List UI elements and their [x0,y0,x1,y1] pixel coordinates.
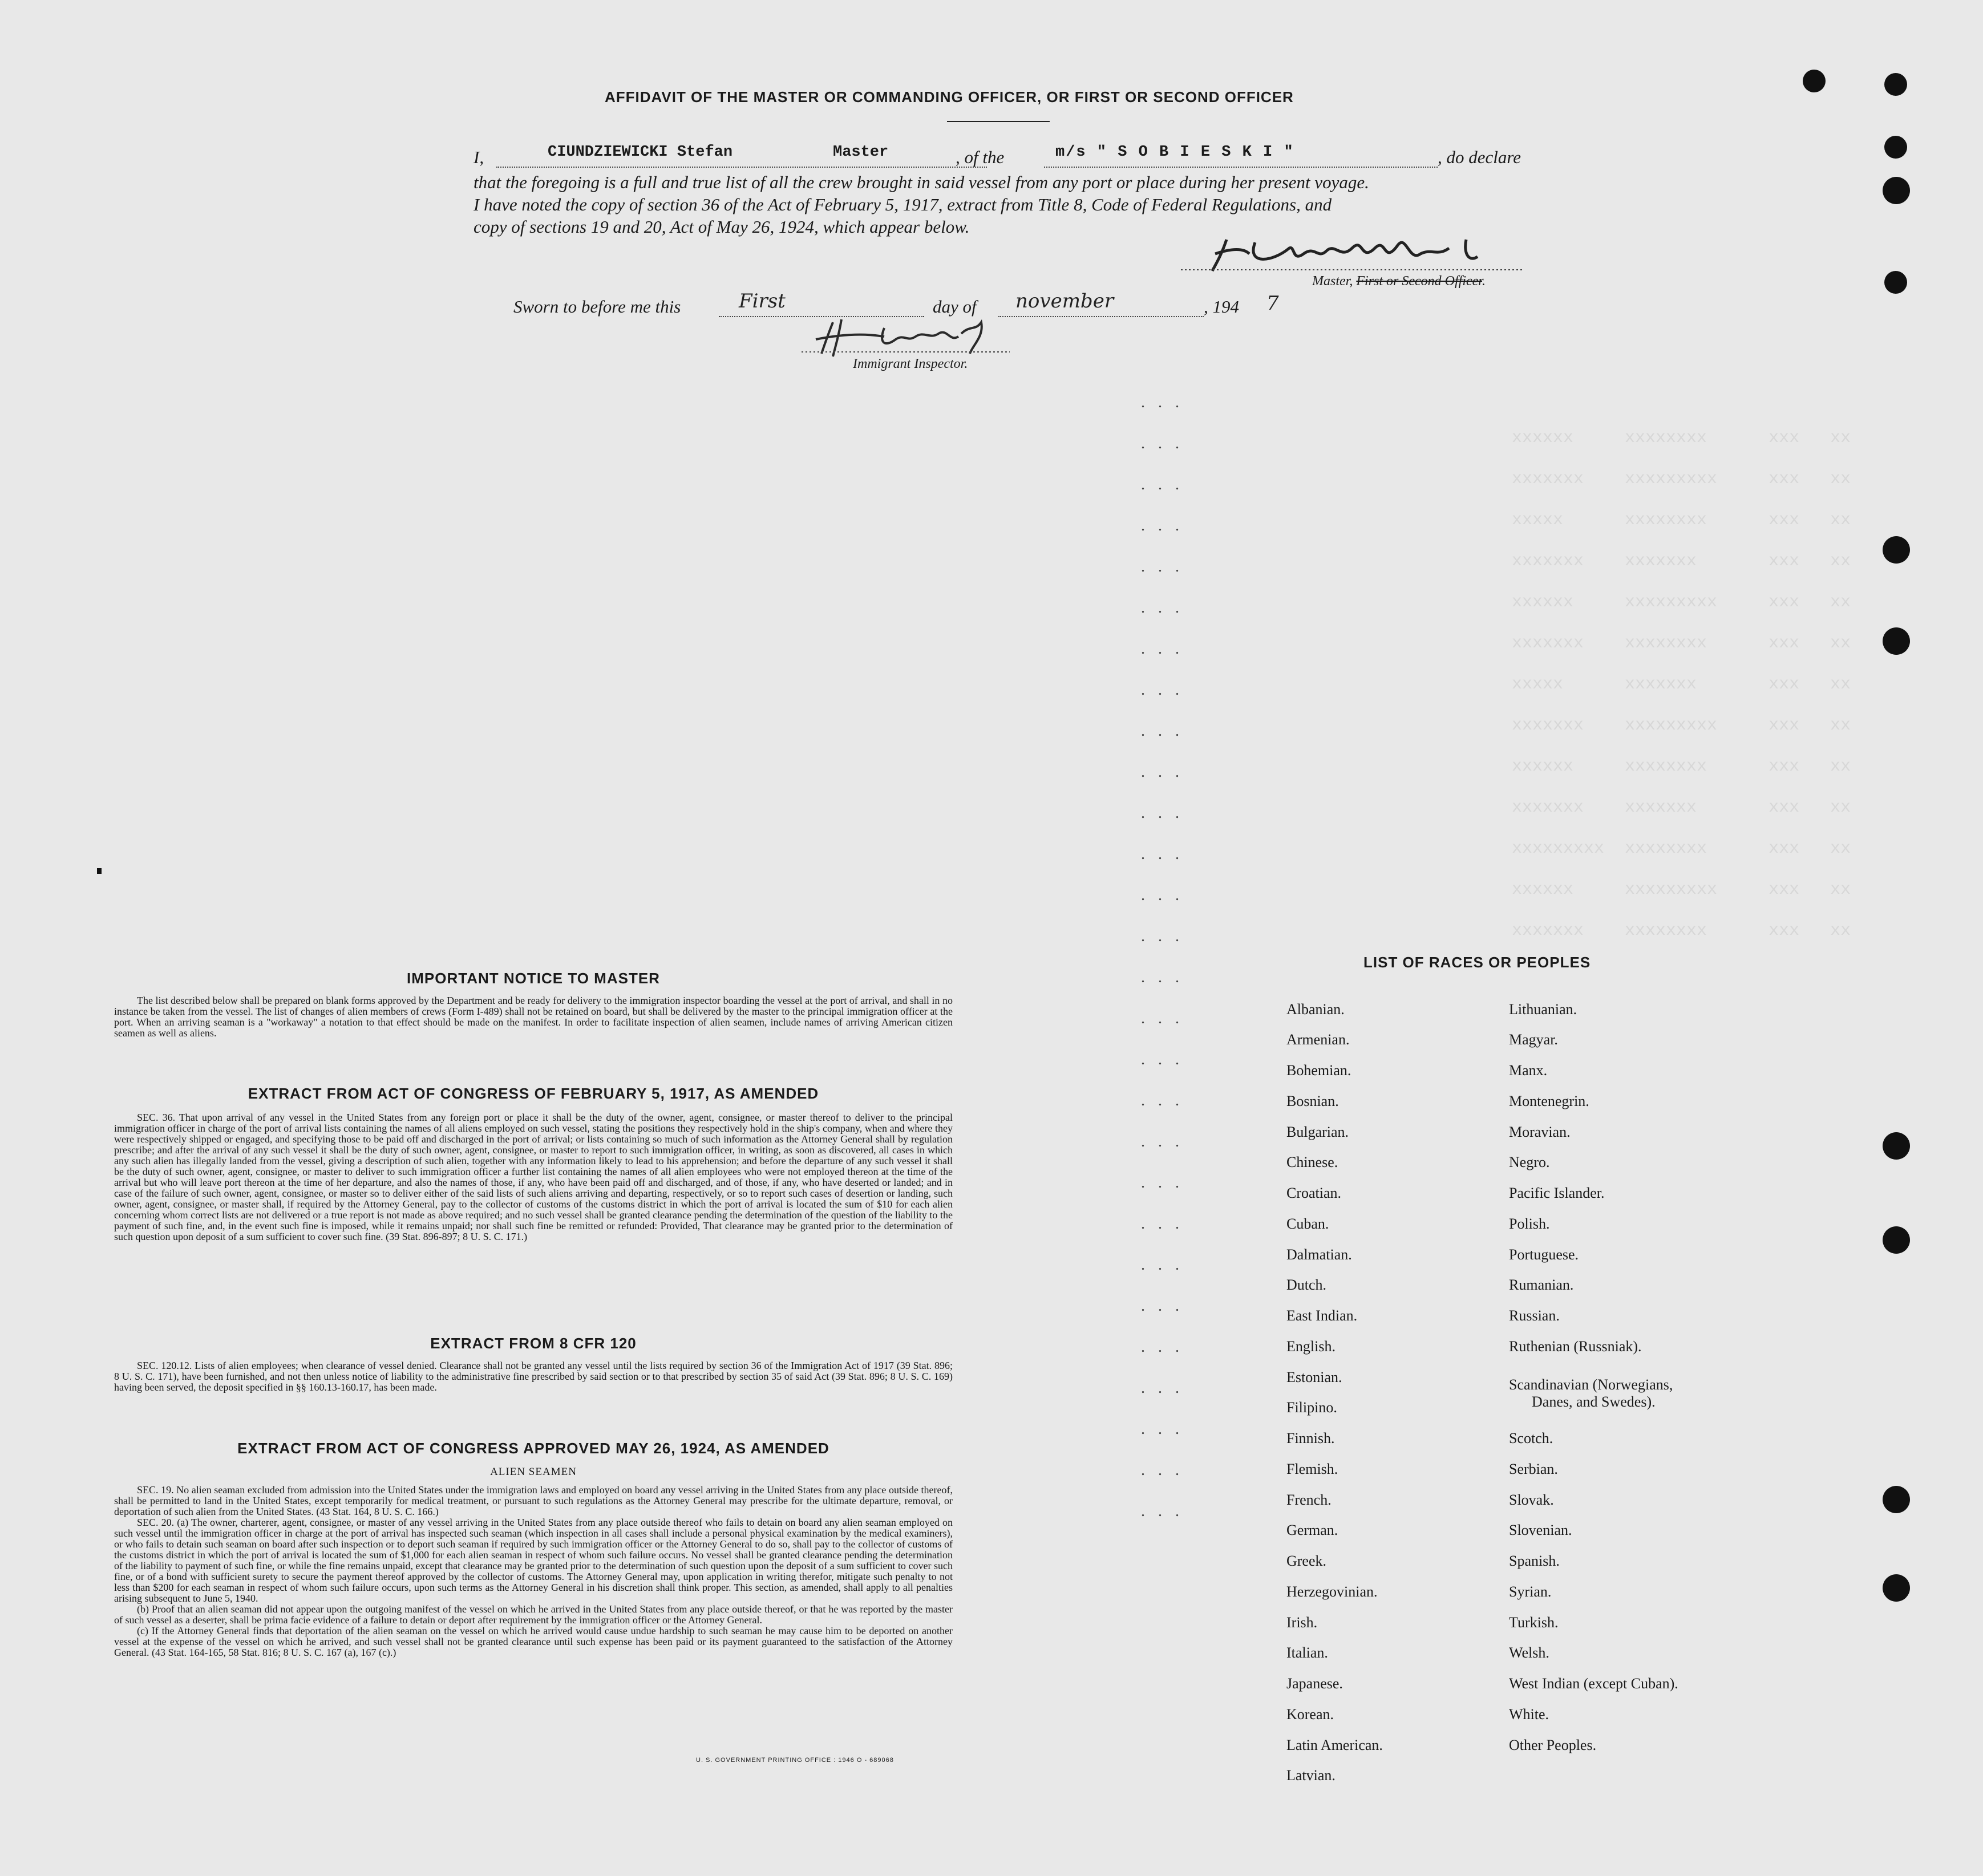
race-item: Slovenian. [1509,1522,1572,1538]
race-item: Montenegrin. [1509,1093,1589,1109]
race-item: Ruthenian (Russniak). [1509,1338,1642,1355]
race-item: Bosnian. [1286,1093,1339,1109]
race-item: Portuguese. [1509,1246,1579,1263]
race-item: Korean. [1286,1706,1334,1723]
notice-text: The list described below shall be prepared on blank forms approved by the Department and be ready for delivery to the immigration inspector boarding the vessel at the port of arrival, and shall in no instance be taken from the vessel. The list of changes of alien members of crews (Form I-489) shall not be retained on board, but shall be delivered by the master to the principal immigration officer at the port. When an arriving seaman is a "workaway" a notation to that effect should be made on the manifest. In order to facilitate inspection of alien seamen, include names of arriving American citizen seamen as well as aliens. [114,995,953,1039]
master-signature [1181,231,1529,277]
race-item: German. [1286,1522,1338,1538]
race-item: Welsh. [1509,1644,1549,1661]
race-item: Italian. [1286,1644,1328,1661]
extract-1924-title: EXTRACT FROM ACT OF CONGRESS APPROVED MAY 26, 1924, AS AMENDED [237,1440,829,1457]
race-item: French. [1286,1492,1332,1508]
master-label-suffix: . [1482,274,1486,289]
declaration-i: I, [474,147,484,167]
race-item: Albanian. [1286,1001,1345,1018]
race-item: Scandinavian (Norwegians, [1509,1376,1673,1393]
race-item: Rumanian. [1509,1277,1574,1293]
punch-hole [1883,1486,1910,1513]
extract-1924-para: SEC. 19. No alien seaman excluded from admission into the United States under the immigration laws and employed on board any vessel arriving in the United States from any place outside thereof, shall be permitted to land in the United States, except temporarily for medical treatment, or pursuant to such regulations as the Attorney General may prescribe for the ultimate departure, removal, or deportation of such alien from the United States. (43 Stat. 164, 8 U. S. C. 166.) [114,1484,953,1517]
extract-8cfr-body [114,1360,953,1393]
inspector-label: Immigrant Inspector. [853,356,968,371]
race-item: Finnish. [1286,1430,1335,1446]
extract-1924-body [114,1485,953,1658]
race-item: Moravian. [1509,1124,1571,1140]
punch-hole [1884,271,1907,294]
punch-hole [1883,1132,1910,1160]
race-item: Dalmatian. [1286,1246,1352,1263]
race-item: White. [1509,1706,1549,1723]
race-item: English. [1286,1338,1336,1355]
notice-body [114,995,953,1039]
race-item: Bohemian. [1286,1062,1351,1079]
race-item: Pacific Islander. [1509,1185,1605,1201]
race-item: Japanese. [1286,1675,1343,1692]
extract-1924-para: (c) If the Attorney General finds that deportation of the alien seaman on the vessel on which he arrived would cause undue hardship to such seaman he may cause him to be deported on another vessel at the expense of the vessel on which he arrived, and such vessel shall not be granted clearance until such expense has been paid or its payment guaranteed to the satisfaction of the Attorney General. (43 Stat. 164-165, 58 Stat. 816; 8 U. S. C. 167 (a), 167 (c).) [114,1625,953,1658]
year-prefix: , 194 [1204,297,1239,317]
punch-hole [1883,627,1910,655]
declaration-line-4: copy of sections 19 and 20, Act of May 26, 1924, which appear below. [474,217,970,237]
fill-line [1044,167,1438,168]
extract-1924-para: SEC. 20. (a) The owner, charterer, agent, consignee, or master of any vessel arriving in the United States from any place outside thereof who fails to detain on board any alien seaman employed on such vessel until the immigration officer in charge at the port of arrival has inspected such seaman (which inspection in all cases shall include a personal physical examination by the medical examiners), or who fails to detain such seaman on board after such inspection or to deport such seaman if required by such immigration officer or the Attorney General to do so, shall pay to the collector of customs of the customs district in which the port of arrival is located the sum of $1,000 for each alien seaman in respect of whom such failure occurs. No vessel shall be granted clearance pending the determination of the liability to payment of such fine, or while the fine remains unpaid, except that clearance may be granted prior to the determination of such question upon the deposit of a sum sufficient to cover such fine, or of a bond with sufficient surety to secure the payment thereof approved by the collector of customs. The Attorney General may, upon application in writing therefor, mitigate such penalty to not less than $200 for each seaman in respect of whom such failure occurs, upon such terms as the Attorney General in his discretion shall think proper. This section, as amended, shall apply to all penalties arising subsequent to June 5, 1940. [114,1517,953,1604]
master-label-prefix: Master, [1312,274,1357,289]
vessel-value: m/s " S O B I E S K I " [1055,144,1294,161]
race-item: Scotch. [1509,1430,1553,1446]
race-item: Latin American. [1286,1737,1383,1753]
sworn-prefix: Sworn to before me this [513,297,681,317]
extract-8cfr-text: SEC. 120.12. Lists of alien employees; when clearance of vessel denied. Clearance shall not be granted any vessel until the lists required by section 36 of the Immigration Act of 1917 (39 Stat. 896; 8 U. S. C. 171), have been furnished, and not then unless notice of liability to the administrative fine prescribed by said section or to that prescribed by section 35 of said Act (39 Stat. 896; 8 U. S. C. 169) having been served, the deposit specified in §§ 160.13-160.17, has been made. [114,1360,953,1393]
race-item: Croatian. [1286,1185,1342,1201]
race-item: Russian. [1509,1307,1560,1324]
stray-mark [97,868,102,874]
race-item: Syrian. [1509,1583,1552,1600]
punch-hole [1883,1574,1910,1602]
notice-title: IMPORTANT NOTICE TO MASTER [407,970,660,987]
fill-line [496,167,987,168]
race-item: Herzegovinian. [1286,1583,1378,1600]
race-item: Danes, and Swedes). [1532,1393,1656,1410]
race-item: Filipino. [1286,1399,1337,1416]
punch-hole [1884,73,1907,96]
race-item: Estonian. [1286,1369,1342,1385]
extract-1917-text: SEC. 36. That upon arrival of any vessel in the United States from any foreign port or place it shall be the duty of the owner, agent, consignee, or master thereof to deliver to the principal immigration officer in charge of the port of arrival lists containing the names of all aliens employed on such vessel, stating the positions they respectively hold in the ship's company, when and where they were respectively shipped or engaged, and specifying those to be paid off and discharged in the port of arrival; or lists containing so much of such information as the Attorney General shall by regulation prescribe; and after the arrival of any such vessel it shall be the duty of such owner, agent, consignee, or master to report to such immigration officer, in writing, as soon as discovered, all cases in which any such alien has illegally landed from the vessel, giving a description of such alien, together with any information likely to lead to his apprehension; and before the departure of any such vessel it shall be the duty of such owner, agent, consignee, or master to deliver to such immigration officer a further list containing the names of all alien employees who were not employed thereon at the time of the arrival but who will leave port thereon at the time of her departure, and also the names of those, if any, who have been paid off and discharged, and of those, if any, who have deserted or landed; and in case of the failure of such owner, agent, consignee, or master so to deliver either of the said lists of such aliens arriving and departing, respectively, or so to report such cases of desertion or landing, such owner, agent, consignee, or master shall, if required by the Attorney General, pay to the collector of customs of the customs district in which the port of arrival is located the sum of $10 for each alien concerning whom correct lists are not delivered or a true report is not made as above required; and no such vessel shall be granted clearance pending the determination of the question of the liability to the payment of such fine, and, in the event such fine is imposed, while it remains unpaid; nor shall such fine be remitted or refunded: Provided, That clearance may be granted prior to the determination of such question upon deposit of a sum sufficient to cover such fine. (39 Stat. 896-897; 8 U. S. C. 171.) [114,1112,953,1242]
day-of-text: day of [933,297,977,317]
declaration-line-2: that the foregoing is a full and true list of all the crew brought in said vessel from any port or place during her present voyage. [474,172,1369,192]
master-rank-value: Master [833,144,889,161]
title-rule [947,121,1050,122]
race-item: Slovak. [1509,1492,1554,1508]
race-item: Cuban. [1286,1215,1329,1232]
race-item: Lithuanian. [1509,1001,1577,1018]
of-the-text: , of the [956,147,1005,167]
declaration-line-3: I have noted the copy of section 36 of the Act of February 5, 1917, extract from Title 8, Code of Federal Regulations, and [474,195,1332,214]
punch-hole [1883,177,1910,204]
extract-1924-subtitle: ALIEN SEAMEN [490,1466,577,1478]
race-item: East Indian. [1286,1307,1358,1324]
extract-8cfr-title: EXTRACT FROM 8 CFR 120 [430,1335,637,1352]
bleed-through-texture: xxxxxx xxxxxxxx xxx xx xxxxxxx xxxxxxxxx xxx xx xxxxx xxxxxxxx xxx xx xxxxxxx xxxxxxx xxx xx xxxxxx xxxxxxxxx xxx xx xxxxxxx xxxxxxxx xxx xx xxxxx xxxxxxx xxx xx xxxxxxx xxxxxxxxx xxx xx xxxxxx xxxxxxxx xxx xx xxxxxxx xxxxxxx xxx xx xxxxxxxxx xxxxxxxx xxx xx xxxxxx xxxxxxxxx xxx xx xxxxxxx xxxxxxxx xxx xx [1512,428,1851,941]
extract-1917-title: EXTRACT FROM ACT OF CONGRESS OF FEBRUARY 5, 1917, AS AMENDED [248,1085,819,1102]
race-item: Spanish. [1509,1553,1560,1569]
race-item: Greek. [1286,1553,1327,1569]
race-item: Flemish. [1286,1461,1338,1477]
sworn-month-value: november [1015,290,1114,313]
master-name-value: CIUNDZIEWICKI Stefan [548,144,733,161]
race-item: Bulgarian. [1286,1124,1349,1140]
struck-officer-text: First or Second Officer [1356,274,1482,289]
fill-line [998,316,1204,317]
extract-1917-body [114,1112,953,1242]
punch-hole [1884,136,1907,159]
race-item: Chinese. [1286,1154,1338,1170]
race-item: Armenian. [1286,1031,1350,1048]
column-dots: . . . . . . . . . . . . . . . . . . . . . . . . . . . . . . . . . . . . . . . . . . . . . . . . . . . . . . . . . . . . . . . . . . . . . . . . . . . . . . . . . . . . [1141,394,1184,1520]
printing-office-footer: U. S. GOVERNMENT PRINTING OFFICE : 1946 O - 689068 [696,1757,894,1764]
race-item: Magyar. [1509,1031,1558,1048]
race-item: Polish. [1509,1215,1550,1232]
extract-1924-para: (b) Proof that an alien seaman did not appear upon the outgoing manifest of the vessel on which he arrived in the United States from any place outside thereof, or that he was reported by the master of such vessel as a deserter, shall be prima facie evidence of a failure to detain or deport after requirement by the immigration officer or the Attorney General. [114,1603,953,1626]
affidavit-title: AFFIDAVIT OF THE MASTER OR COMMANDING OFFICER, OR FIRST OR SECOND OFFICER [605,88,1294,106]
races-title: LIST OF RACES OR PEOPLES [1363,954,1591,971]
race-item: Irish. [1286,1614,1318,1631]
race-item: Turkish. [1509,1614,1559,1631]
race-item: Negro. [1509,1154,1550,1170]
sworn-day-value: First [739,290,786,313]
do-declare-text: , do declare [1438,147,1521,167]
race-item: Serbian. [1509,1461,1558,1477]
inspector-signature [799,311,1015,362]
declaration-line-1 [474,144,1540,170]
race-item: Dutch. [1286,1277,1327,1293]
punch-hole [1883,536,1910,564]
master-signature-label [1312,274,1486,289]
punch-hole [1803,70,1826,92]
race-item: Manx. [1509,1062,1548,1079]
race-item: Other Peoples. [1509,1737,1597,1753]
race-item: West Indian (except Cuban). [1509,1675,1678,1692]
race-item: Latvian. [1286,1767,1336,1784]
sworn-year-value: 7 [1266,292,1279,315]
punch-hole [1883,1226,1910,1254]
